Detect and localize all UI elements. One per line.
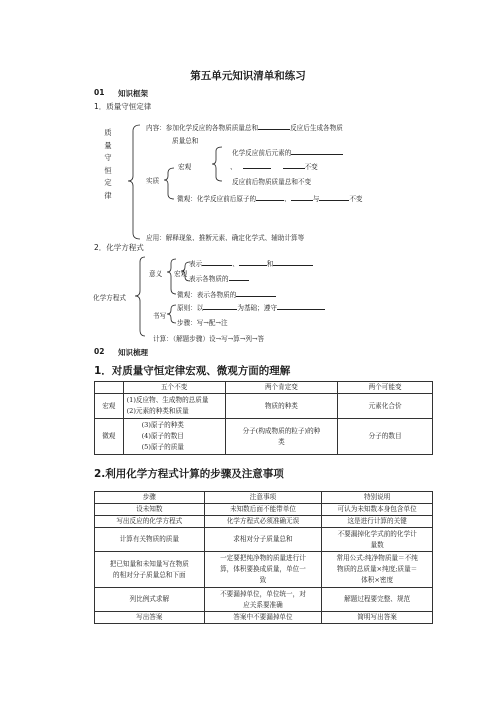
table1-header: 两个可能变: [338, 382, 433, 394]
table2-header: 步骤: [95, 492, 205, 504]
five-unchanged-micro: (3)原子的种类 (4)原子的数目 (5)原子的质量: [123, 419, 225, 455]
eq-micro-line: 微观：表示各物质的: [177, 289, 276, 299]
table2-header: 注意事项: [204, 492, 322, 504]
spec-cell: 常用公式:纯净物质量＝不纯 物质的总质量×纯度;质量＝ 体积×密度: [322, 552, 433, 588]
note-cell: 不要漏掉单位，单位统一，对 应关系要准确: [204, 588, 322, 612]
table-row: [95, 516, 433, 528]
big-heading-2: 2.利用化学方程式计算的步骤及注意事项: [94, 468, 284, 480]
note-cell: 答案中不要漏掉单位: [204, 612, 322, 624]
spec-cell: 解题过程要完整、规范: [322, 588, 433, 612]
micro-line: 微观：化学反应前后原子的 、 与 不变: [177, 195, 363, 203]
spec-cell: 简明写出答案: [322, 612, 433, 624]
calc-line: 计算：（解题步骤）设→写→算→列→答: [153, 335, 265, 343]
write-label: 书写: [153, 312, 167, 320]
law-vertical-label: 质 量 守 恒 定 律: [104, 128, 112, 200]
table-calculation-steps: [94, 491, 433, 624]
big-heading-1: 1．对质量守恒定律宏观、微观方面的理解: [94, 365, 291, 377]
section-02-number: 02: [94, 347, 105, 356]
note-cell: 求相对分子质量总和: [204, 528, 322, 552]
table-mass-conservation: [94, 381, 433, 455]
content-line: 内容：参加化学反应的各物质质量总和 反应后生成各物质: [146, 124, 343, 132]
section-01-number: 01: [94, 88, 105, 97]
section-02-label: 知识梳理: [118, 348, 148, 357]
row-label-macro: 宏观: [95, 394, 124, 419]
step-cell: 写出答案: [95, 612, 205, 624]
subsection-2-heading: 2．化学方程式: [94, 243, 144, 252]
table2-header: 特别说明: [322, 492, 433, 504]
must-change-micro: 分子(构成物质的粒子)的种 类: [225, 419, 337, 455]
table1-header: 五个不变: [123, 382, 225, 394]
principle-line: 原则：以 为基础；遵守: [177, 302, 325, 312]
step-cell: 列比例式求解: [95, 588, 205, 612]
eq-macro-label: 宏观: [174, 270, 188, 278]
step-cell: 计算有关物质的质量: [95, 528, 205, 552]
macro-label: 宏观: [178, 163, 192, 171]
equation-label: 化学方程式: [93, 294, 126, 302]
table-row: [95, 528, 433, 552]
table1-header: 两个肯定变: [225, 382, 337, 394]
page-title: 第五单元知识清单和练习: [190, 70, 306, 82]
steps-line: 步骤：写→配→注: [177, 319, 228, 327]
table-row: [95, 612, 433, 624]
express-line: 表示 、 和: [189, 258, 313, 268]
table-row: [95, 504, 433, 516]
express-line-2: 表示各物质的: [189, 273, 249, 283]
subsection-1-heading: 1．质量守恒定律: [94, 102, 152, 111]
macro-line-2: 、 不变: [230, 163, 318, 171]
note-cell: 未知数后面不能带单位: [204, 504, 322, 516]
content-line-2: 质量总和: [172, 137, 199, 145]
spec-cell: 这是进行计算的关键: [322, 516, 433, 528]
may-change-micro: 分子的数目: [338, 419, 433, 455]
meaning-label: 意义: [149, 270, 163, 278]
row-label-micro: 微观: [95, 419, 124, 455]
may-change-macro: 元素化合价: [338, 394, 433, 419]
table-row: [95, 588, 433, 612]
note-cell: 化学方程式必须准确无误: [204, 516, 322, 528]
spec-cell: 不要漏掉化学式前的化学计 量数: [322, 528, 433, 552]
table-row: [95, 552, 433, 588]
step-cell: 把已知量和未知量写在物质 的相对分子质量总和下面: [95, 552, 205, 588]
table-row: [95, 394, 433, 419]
spec-cell: 可认为未知数本身包含单位: [322, 504, 433, 516]
five-unchanged-macro: (1)反应物、生成物的总质量 (2)元素的种类和质量: [123, 394, 225, 419]
macro-line-1: 化学反应前后元素的: [232, 147, 343, 157]
essence-label: 实质: [146, 177, 160, 185]
macro-line-3: 反应前后物质质量总和不变: [232, 178, 312, 186]
note-cell: 一定要把纯净物的质量进行计 算，体积要换成质量，单位一 致: [204, 552, 322, 588]
step-cell: 写出反应的化学方程式: [95, 516, 205, 528]
table-row: [95, 419, 433, 455]
section-01-label: 知识框架: [118, 89, 148, 98]
must-change-macro: 物质的种类: [225, 394, 337, 419]
step-cell: 设未知数: [95, 504, 205, 516]
application-line: 应用：解释现象、推断元素、确定化学式、辅助计算等: [146, 234, 305, 242]
